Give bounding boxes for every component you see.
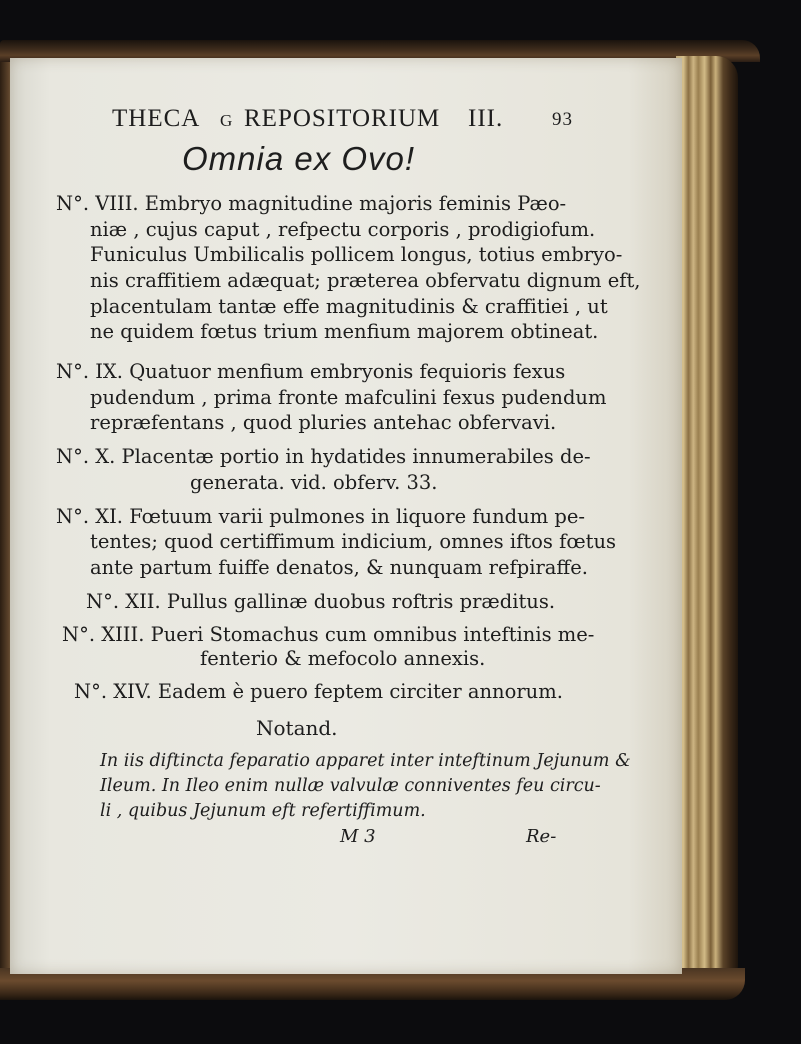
entry-line: generata. vid. obferv. 33. bbox=[190, 471, 438, 494]
entry-line: placentulam tantæ effe magnitudinis & craffitiei , ut bbox=[90, 295, 608, 318]
entry-line: ne quidem fœtus trium menfium majorem obtineat. bbox=[90, 320, 599, 343]
entry-line: N°. IX. Quatuor menfium embryonis fequioris fexus bbox=[56, 360, 566, 383]
entry-line: fenterio & mefocolo annexis. bbox=[200, 647, 486, 670]
header-theca: THECA bbox=[112, 105, 201, 132]
book-page-edges bbox=[676, 56, 738, 986]
entry-line: N°. XI. Fœtuum varii pulmones in liquore fundum pe- bbox=[56, 505, 586, 528]
entry-line: tentes; quod certiffimum indicium, omnes iftos fœtus bbox=[90, 530, 617, 553]
entry-line: N°. VIII. Embryo magnitudine majoris feminis Pæo- bbox=[56, 192, 567, 215]
signature-mark: M 3 bbox=[340, 826, 376, 847]
entry-line: N°. XIV. Eadem è puero feptem circiter annorum. bbox=[74, 680, 563, 703]
header-g: G bbox=[220, 111, 234, 130]
entry-line: pudendum , prima fronte mafculini fexus pudendum bbox=[90, 386, 607, 409]
note-line: li , quibus Jejunum eft refertiffimum. bbox=[100, 801, 426, 821]
entry-line: nis craffitiem adæquat; præterea obfervatu dignum eft, bbox=[90, 269, 641, 292]
entry-line: niæ , cujus caput , refpectu corporis , prodigiofum. bbox=[90, 218, 596, 241]
title-text: Omnia ex Ovo! bbox=[182, 140, 416, 177]
header-repositorium: REPOSITORIUM bbox=[244, 105, 441, 132]
catchword: Re- bbox=[526, 826, 557, 847]
entry-line: N°. X. Placentæ portio in hydatides innumerabiles de- bbox=[56, 445, 591, 468]
page-title bbox=[0, 140, 801, 184]
running-header bbox=[112, 105, 672, 137]
page-number: 93 bbox=[552, 109, 573, 130]
entry-line: repræfentans , quod pluries antehac obfervavi. bbox=[90, 411, 557, 434]
note-line: Ileum. In Ileo enim nullæ valvulæ conniventes feu circu- bbox=[100, 776, 601, 796]
notand-heading: Notand. bbox=[256, 716, 338, 740]
entry-line: ante partum fuiffe denatos, & nunquam refpiraffe. bbox=[90, 556, 588, 579]
entry-line: N°. XII. Pullus gallinæ duobus roftris præditus. bbox=[86, 590, 556, 613]
header-numeral: III. bbox=[468, 105, 504, 132]
entry-line: N°. XIII. Pueri Stomachus cum omnibus inteftinis me- bbox=[62, 623, 595, 646]
entry-line: Funiculus Umbilicalis pollicem longus, totius embryo- bbox=[90, 243, 623, 266]
note-line: In iis diftincta feparatio apparet inter inteftinum Jejunum & bbox=[100, 751, 631, 771]
